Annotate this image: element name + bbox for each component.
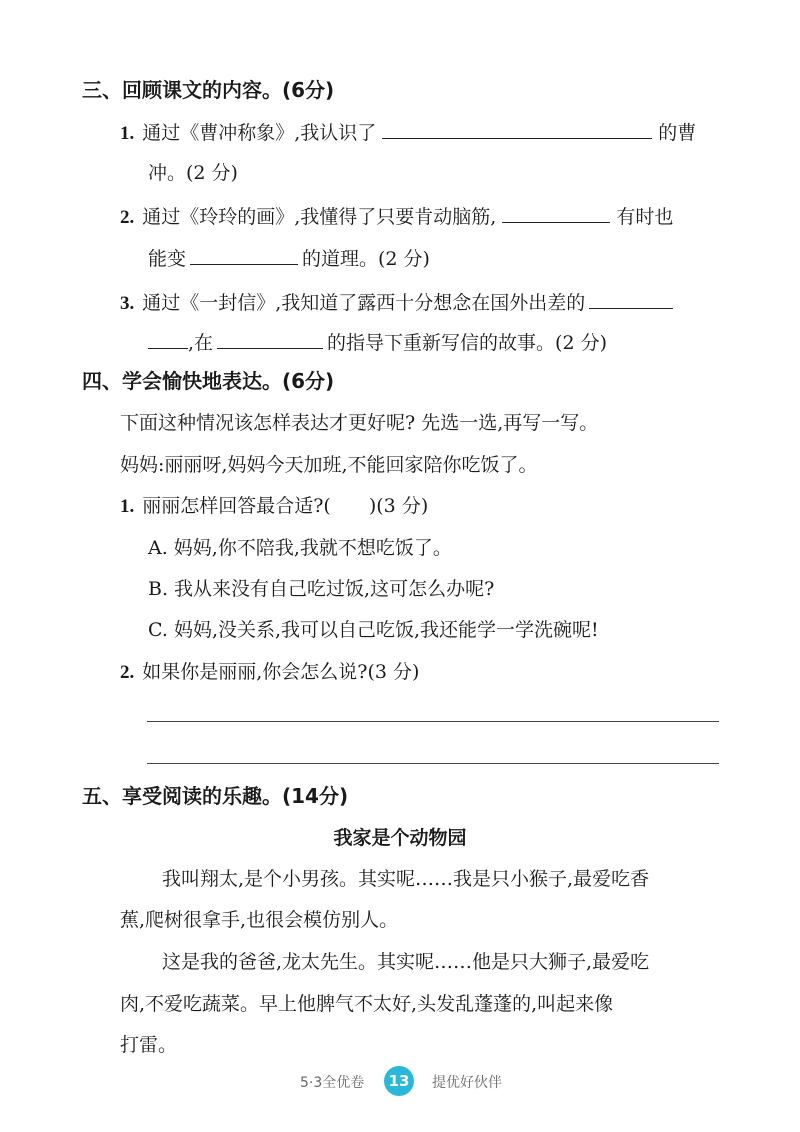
footer-brand: 5·3全优卷	[300, 1075, 365, 1091]
reading-text: 肉,不爱吃蔬菜。早上他脾气不太好,头发乱蓬蓬的,叫起来像	[120, 993, 614, 1015]
question-text: 的道理。(2 分)	[302, 248, 430, 270]
dialog-text: 妈妈:丽丽呀,妈妈今天加班,不能回家陪你吃饭了。	[120, 454, 538, 476]
instruction-text: 下面这种情况该怎样表达才更好呢? 先选一选,再写一写。	[120, 412, 599, 434]
fill-blank[interactable]	[190, 244, 298, 265]
question-4-2	[120, 659, 419, 686]
option-a: A. 妈妈,你不陪我,我就不想吃饭了。	[148, 537, 452, 559]
question-3-3	[120, 288, 673, 317]
answer-line[interactable]	[147, 763, 719, 764]
fill-blank[interactable]	[217, 328, 323, 349]
question-3-2	[120, 202, 673, 231]
page-footer	[0, 1066, 800, 1096]
reading-text: 打雷。	[120, 1034, 178, 1056]
question-3-2-cont	[148, 244, 430, 272]
question-number: 2.	[120, 662, 135, 683]
answer-line[interactable]	[147, 721, 719, 722]
question-number: 3.	[120, 293, 135, 314]
question-text: 通过《曹冲称象》,我认识了	[142, 122, 377, 144]
question-text: )(3 分)	[368, 495, 429, 517]
question-3-1	[120, 118, 696, 147]
question-text: 的曹	[658, 122, 697, 144]
question-text: 能变	[148, 248, 187, 270]
reading-text: 这是我的爸爸,龙太先生。其实呢……他是只大狮子,最爱吃	[162, 951, 650, 973]
option-c: C. 妈妈,没关系,我可以自己吃饭,我还能学一学洗碗呢!	[148, 619, 599, 641]
question-number: 2.	[120, 207, 135, 228]
question-3-3-cont	[148, 328, 607, 356]
fill-blank[interactable]	[502, 202, 610, 223]
question-number: 1.	[120, 496, 135, 517]
fill-blank[interactable]	[589, 288, 673, 309]
question-text: 如果你是丽丽,你会怎么说?(3 分)	[142, 661, 420, 683]
page-number-badge: 13	[384, 1066, 414, 1096]
section-heading-4: 四、学会愉快地表达。(6分)	[82, 369, 335, 393]
question-4-1	[120, 493, 428, 520]
question-text: ,在	[188, 332, 214, 354]
section-heading-3: 三、回顾课文的内容。(6分)	[82, 78, 335, 102]
question-text: 通过《一封信》,我知道了露西十分想念在国外出差的	[142, 292, 586, 314]
question-text: 冲。(2 分)	[148, 162, 238, 184]
question-text: 的指导下重新写信的故事。(2 分)	[327, 332, 608, 354]
section-heading-5: 五、享受阅读的乐趣。(14分)	[82, 784, 349, 808]
option-b: B. 我从来没有自己吃过饭,这可怎么办呢?	[148, 578, 495, 600]
question-text: 有时也	[616, 206, 674, 228]
reading-text: 蕉,爬树很拿手,也很会模仿别人。	[120, 909, 399, 931]
question-text: 丽丽怎样回答最合适?(	[142, 495, 331, 517]
footer-slogan: 提优好伙伴	[432, 1075, 502, 1091]
fill-blank[interactable]	[148, 328, 188, 349]
reading-text: 我叫翔太,是个小男孩。其实呢……我是只小猴子,最爱吃香	[162, 868, 650, 890]
question-text: 通过《玲玲的画》,我懂得了只要肯动脑筋,	[142, 206, 497, 228]
reading-title: 我家是个动物园	[333, 827, 467, 849]
fill-blank[interactable]	[382, 118, 652, 139]
question-number: 1.	[120, 123, 135, 144]
